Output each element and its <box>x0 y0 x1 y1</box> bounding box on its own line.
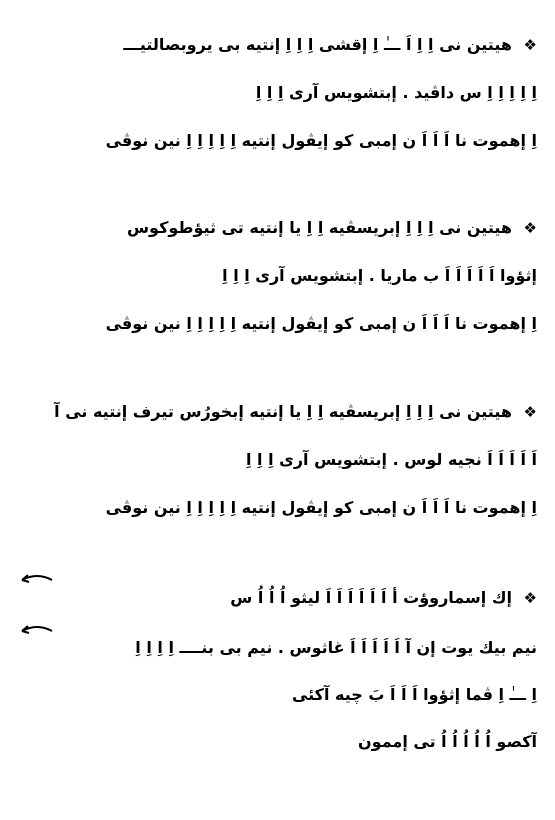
bullet-icon: ❖ <box>523 589 537 607</box>
stanza-3-line-1-text: هيتين نى اِ اِ اِ إبريسڤيه اِ اِ يا إنتيه إبخورُس تيرف إنتيه نى آ <box>54 402 512 421</box>
stanza-3-line-2 <box>10 445 537 475</box>
stanza-1-line-3-text: اِ إهموت نا اَ اَ اَ ن إمبى كو إيڤول إنتيه اِ اِ اِ اِ اِ نين نوڤى <box>105 131 537 150</box>
stanza-4-line-2 <box>10 633 537 663</box>
stanza-3-line-1 <box>10 397 537 427</box>
stanza-1-line-1-text: هيتين نى اِ اِ اَ ـــٰ اِ إقشى اِ اِ اِ إنتيه بى يروبصالتيـــ <box>123 35 512 54</box>
stanza-4-line-1-text: إك إسماروؤت أ اَ اَ اَ اَ اَ اَ ليثو اُ اُ اُ س <box>230 588 512 607</box>
stanza-3-line-2-text: اَ اَ اَ اَ اَ نجيه لوس . إبتشويس آرى اِ اِ اِ <box>245 450 537 469</box>
stanza-4-line-4 <box>10 727 537 757</box>
stanza-4-line-4-text: آكصو اُ اُ اُ اُ اُ تى إممون <box>358 732 537 751</box>
stanza-4-line-2-text: نيم بيك يوت إن آ اَ اَ اَ اَ اَ غاثوس . نيم بى بنــــ اِ اِ اِ اِ <box>135 638 537 657</box>
stanza-2-line-1 <box>10 213 537 243</box>
stanza-1-line-2 <box>10 78 537 108</box>
curved-arrow-icon <box>20 570 54 584</box>
bullet-icon: ❖ <box>523 403 537 421</box>
stanza-2-line-1-text: هيتين نى اِ اِ اِ إبريسڤيه اِ اِ يا إنتيه تى ثيؤطوكوس <box>126 218 512 237</box>
curved-arrow-icon <box>20 621 54 635</box>
stanza-2-line-3-text: اِ إهموت نا اَ اَ اَ ن إمبى كو إيڤول إنتيه اِ اِ اِ اِ اِ نين نوڤى <box>105 314 537 333</box>
stanza-2-line-3 <box>10 309 537 339</box>
stanza-4-line-3-text: اِ ـــٰ اِ ڤما إثؤوا اَ اَ اَ بَ چيه آكئى <box>291 685 537 704</box>
stanza-4-line-1 <box>10 583 537 613</box>
stanza-1-line-1 <box>10 30 537 60</box>
stanza-2-line-2-text: إثؤوا اَ اَ اَ اَ اَ ب ماريا . إبتشويس آرى اِ اِ اِ <box>222 266 537 285</box>
bullet-icon: ❖ <box>523 219 537 237</box>
stanza-1-line-2-text: اِ اِ اِ اِ اِ س داڤيد . إبتشويس آرى اِ اِ اِ <box>255 83 537 102</box>
stanza-4-line-3 <box>10 680 537 710</box>
stanza-3-line-3 <box>10 493 537 523</box>
stanza-1-line-3 <box>10 126 537 156</box>
stanza-2-line-2 <box>10 261 537 291</box>
stanza-3-line-3-text: اِ إهموت نا اَ اَ اَ ن إمبى كو إيڤول إنتيه اِ اِ اِ اِ اِ نين نوڤى <box>105 498 537 517</box>
bullet-icon: ❖ <box>523 36 537 54</box>
